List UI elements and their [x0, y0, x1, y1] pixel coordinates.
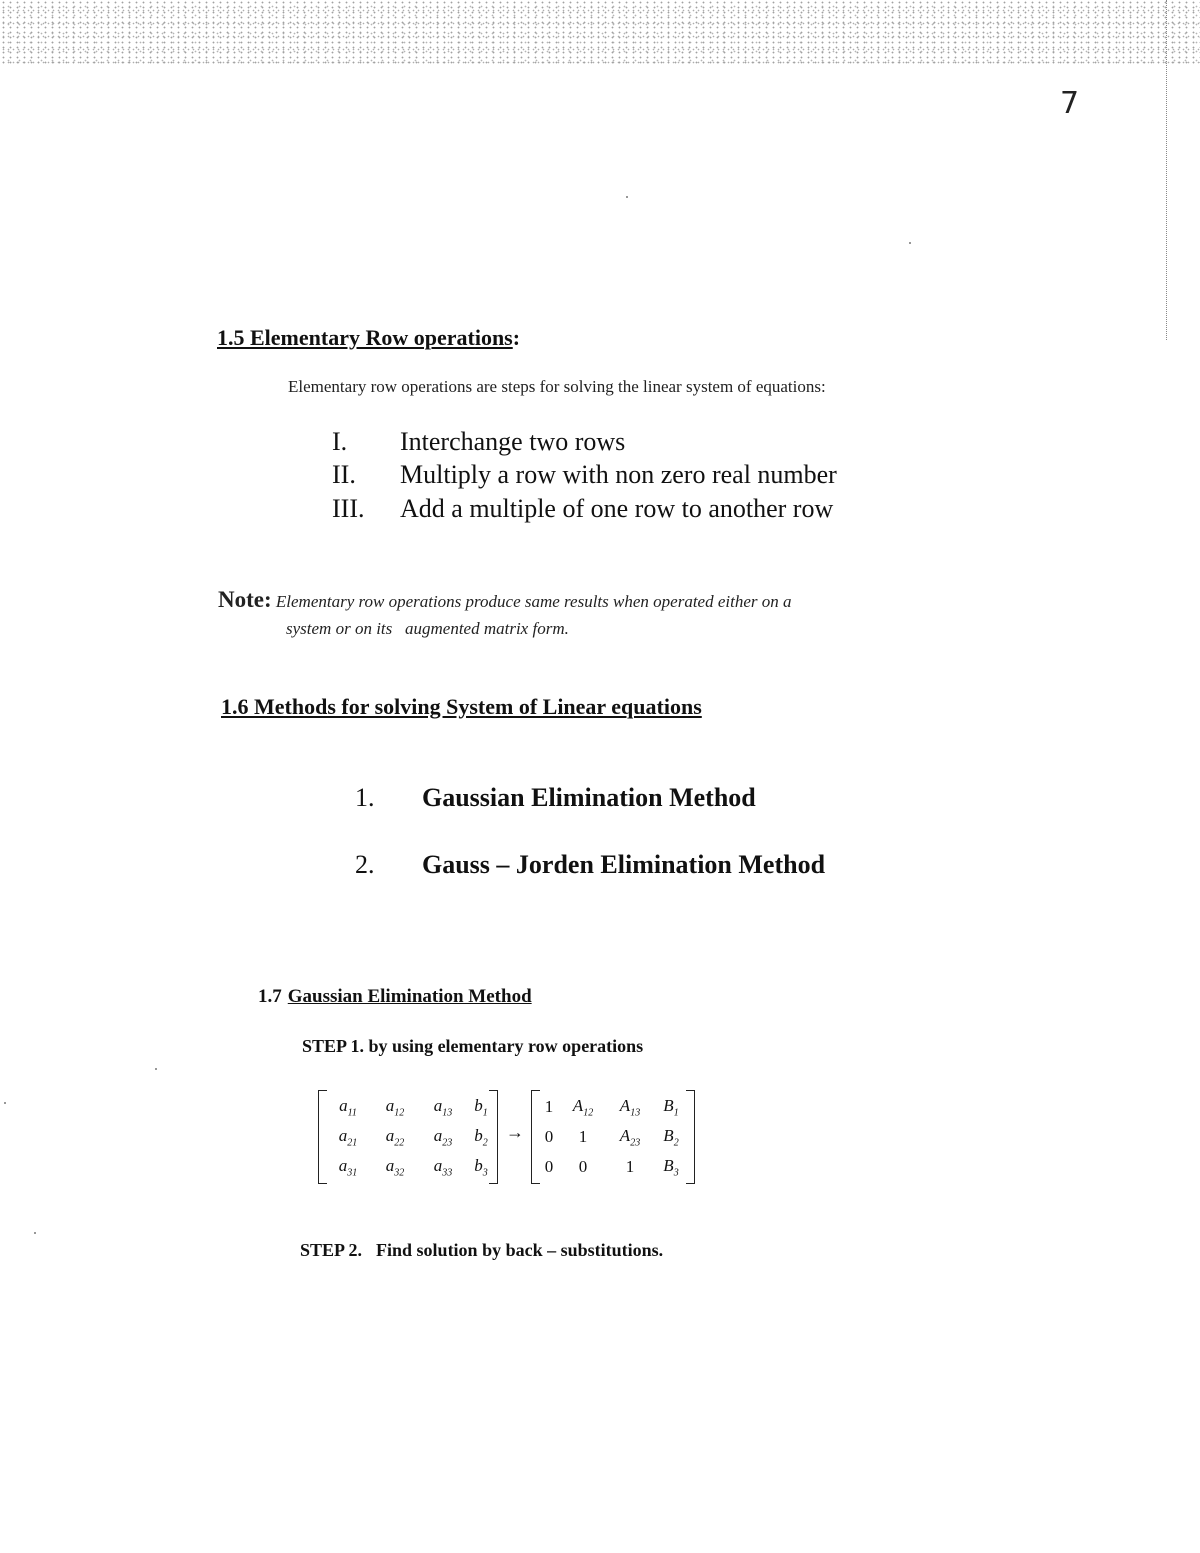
- step-2-text: Find solution by back – substitutions.: [376, 1240, 664, 1260]
- method-item: [355, 783, 756, 813]
- operation-item: [332, 460, 837, 490]
- matrix-entry: $B_1$: [663, 1095, 679, 1119]
- operation-number: I.: [332, 427, 348, 456]
- scan-speck: [155, 1068, 157, 1070]
- scan-noise-band: [0, 0, 1200, 64]
- arrow-symbol: →: [506, 1122, 524, 1142]
- matrix-entry: $a_{22}$: [385, 1125, 405, 1149]
- matrix-entry: $a_{33}$: [433, 1155, 453, 1179]
- operation-number: III.: [332, 494, 365, 523]
- matrix-entry: 1: [625, 1157, 635, 1176]
- note-line-2: system or on its augmented matrix form.: [286, 619, 569, 638]
- matrix-entry: $b_1$: [474, 1095, 488, 1119]
- matrix-entry: $b_2$: [474, 1125, 488, 1149]
- note-block: [218, 586, 792, 642]
- matrix-entry: 1: [544, 1097, 554, 1116]
- intro-text: Elementary row operations are steps for solving the linear system of equations:: [288, 377, 826, 396]
- matrix-entry: 0: [544, 1127, 554, 1146]
- matrix-entry: $B_3$: [663, 1155, 679, 1179]
- left-matrix: [326, 1092, 496, 1184]
- matrix-entry: 1: [578, 1127, 588, 1146]
- matrix-entry: $b_3$: [474, 1155, 488, 1179]
- section-1-6-title: 1.6 Methods for solving System of Linear equations: [221, 694, 702, 719]
- matrix-entry: $B_2$: [663, 1125, 679, 1149]
- matrix-entry: $a_{12}$: [385, 1095, 405, 1119]
- section-1-7-number: 1.7: [258, 986, 282, 1007]
- right-matrix-close-bracket: [686, 1090, 695, 1184]
- matrix-entry: $a_{21}$: [338, 1125, 358, 1149]
- matrix-entry: 0: [578, 1157, 588, 1176]
- matrix-entry: $A_{23}$: [619, 1125, 641, 1149]
- right-matrix: [538, 1092, 688, 1184]
- page-number: 7: [1060, 86, 1080, 121]
- matrix-entry: $a_{31}$: [338, 1155, 358, 1179]
- matrix-entry: $A_{12}$: [572, 1095, 594, 1119]
- step-2: [300, 1240, 663, 1261]
- matrix-entry: $a_{13}$: [433, 1095, 453, 1119]
- operation-text: Multiply a row with non zero real number: [400, 460, 837, 489]
- section-1-5-heading: [217, 325, 520, 351]
- operation-text: Interchange two rows: [400, 427, 626, 456]
- scan-edge-line: [1166, 0, 1168, 340]
- step-1: STEP 1. by using elementary row operations: [302, 1036, 644, 1056]
- scan-speck: [34, 1232, 36, 1234]
- method-text: Gauss – Jorden Elimination Method: [422, 850, 826, 879]
- section-1-5-colon: :: [512, 325, 521, 350]
- method-number: 2.: [355, 850, 375, 879]
- operation-text: Add a multiple of one row to another row: [400, 494, 834, 523]
- matrix-entry: 0: [544, 1157, 554, 1176]
- method-number: 1.: [355, 783, 375, 812]
- operation-item: [332, 494, 833, 524]
- note-line-1: Elementary row operations produce same results when operated either on a: [275, 592, 792, 611]
- matrix-entry: $a_{11}$: [339, 1095, 357, 1119]
- left-matrix-close-bracket: [489, 1090, 498, 1184]
- matrix-entry: $a_{23}$: [433, 1125, 453, 1149]
- step-2-label: STEP 2.: [300, 1240, 363, 1260]
- section-1-7-heading: [258, 986, 532, 1008]
- section-1-7-title: Gaussian Elimination Method: [287, 986, 532, 1007]
- scan-speck: [626, 196, 628, 198]
- note-label: Note:: [218, 587, 272, 612]
- operation-item: [332, 427, 625, 457]
- section-1-5-title: 1.5 Elementary Row operations: [217, 325, 513, 350]
- method-text: Gaussian Elimination Method: [422, 783, 756, 812]
- scan-speck: [909, 242, 911, 244]
- matrix-entry: $a_{32}$: [385, 1155, 405, 1179]
- operation-number: II.: [332, 460, 356, 489]
- method-item: [355, 850, 825, 880]
- matrix-entry: $A_{13}$: [619, 1095, 641, 1119]
- scan-speck: [4, 1102, 6, 1104]
